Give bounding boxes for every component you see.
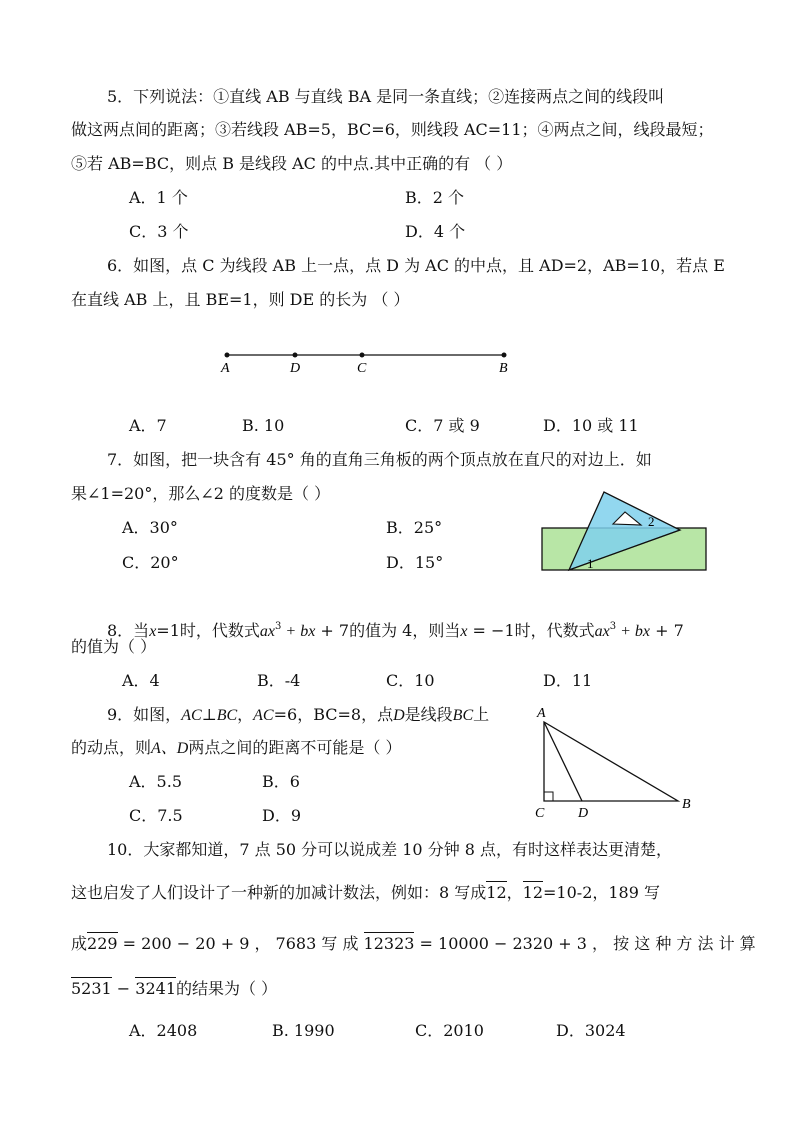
q9-triangle-figure [530, 704, 705, 822]
q9-text-5: 上 [473, 705, 490, 724]
q10-overline-12: 12 [486, 883, 507, 902]
q6-line1: 6．如图，点 C 为线段 AB 上一点，点 D 为 AC 的中点，且 AD=2，AB=10，若点 E [107, 256, 725, 275]
q6-option-a[interactable]: A．7 [129, 416, 167, 435]
q9-perp: ⊥ [201, 705, 217, 724]
q9-text-4: 是线段 [404, 705, 453, 724]
q9-option-a[interactable]: A．5.5 [129, 772, 183, 791]
q10-overline-3241: 3241 [135, 979, 177, 998]
q9-option-b[interactable]: B．6 [262, 772, 300, 791]
q5-option-d[interactable]: D．4 个 [405, 222, 466, 241]
label-a: A [221, 361, 230, 376]
q8-expr-7b: + 7 [650, 621, 684, 640]
q10-overline-5231: 5231 [71, 979, 112, 998]
q6-segment-figure [215, 345, 515, 375]
label-d: D [290, 361, 301, 376]
q9-text-1: 9．如图， [107, 705, 182, 724]
q9-ac-2: AC [253, 707, 274, 724]
q10-l2-b: ， [506, 883, 523, 902]
q9-d: D [393, 707, 405, 724]
point-b [502, 353, 507, 358]
q8-text-3: 的值为 4，则当 [349, 621, 461, 640]
q10-overline-12b: 12 [522, 883, 544, 902]
q8-text-2: 时，代数式 [179, 621, 260, 640]
q10-l3-c: = 10000 − 2320 + 3 ， 按 这 种 方 法 计 算 [414, 934, 756, 953]
label-d: D [578, 806, 589, 821]
q7-line1: 7．如图，把一块含有 45° 角的直角三角板的两个顶点放在直尺的对边上．如 [107, 450, 652, 469]
q10-line3 [71, 933, 756, 955]
q9-ac: AC [181, 707, 202, 724]
q10-line4 [71, 978, 277, 1000]
label-c: C [357, 361, 367, 376]
q8-option-d[interactable]: D．11 [543, 671, 593, 690]
q6-line2: 在直线 AB 上，且 BE=1，则 DE 的长为 （ ） [71, 290, 410, 309]
q10-l3-b: = 200 − 20 + 9 ， 7683 写 成 [117, 934, 364, 953]
q10-overline-12323: 12323 [363, 934, 415, 953]
q10-line1: 10．大家都知道，7 点 50 分可以说成差 10 分钟 8 点，有时这样表达更清楚， [107, 840, 673, 859]
q8-expr-7: + 7 [315, 621, 350, 640]
q10-l2-c: =10-2，189 写 [543, 883, 660, 902]
q8-text-4: 时，代数式 [514, 621, 595, 640]
q10-l4-b: 的结果为（ ） [176, 979, 278, 998]
q5-line3: ⑤若 AB=BC，则点 B 是线段 AC 的中点.其中正确的有 （ ） [71, 154, 513, 173]
q8-line2: 的值为（ ） [71, 637, 157, 656]
label-b: B [682, 797, 691, 812]
q6-option-b[interactable]: B. 10 [242, 416, 285, 435]
q7-option-b[interactable]: B．25° [386, 518, 443, 537]
q10-option-b[interactable]: B. 1990 [272, 1021, 335, 1040]
q9-bc: BC [216, 707, 238, 724]
q8-var-x-2: x [460, 623, 468, 640]
q9-l2-a: 的动点，则 [71, 738, 152, 757]
q5-option-c[interactable]: C．3 个 [129, 222, 189, 241]
label-a: A [537, 706, 546, 721]
q8-option-b[interactable]: B．-4 [257, 671, 301, 690]
q8-eq-1: =1 [156, 621, 180, 640]
angle-2-label: 2 [648, 514, 655, 529]
q9-option-c[interactable]: C．7.5 [129, 806, 183, 825]
q8-option-c[interactable]: C．10 [386, 671, 435, 690]
point-c [360, 353, 365, 358]
q10-option-d[interactable]: D．3024 [556, 1021, 626, 1040]
point-d [293, 353, 298, 358]
q8-expr-ax-2: ax [594, 623, 610, 640]
triangle-acb [544, 722, 678, 801]
q10-option-a[interactable]: A．2408 [129, 1021, 198, 1040]
q5-option-b[interactable]: B．2 个 [405, 188, 465, 207]
q8-var-x: x [149, 623, 157, 640]
q9-option-d[interactable]: D．9 [262, 806, 302, 825]
right-angle-mark [544, 792, 553, 801]
q8-exp-3: 3 [275, 621, 282, 632]
q8-expr-bx-2: + bx [616, 623, 651, 640]
q5-line1: 5．下列说法：①直线 AB 与直线 BA 是同一条直线；②连接两点之间的线段叫 [107, 87, 665, 106]
q10-l2-a: 这也启发了人们设计了一种新的加减计数法，例如：8 写成 [71, 883, 487, 902]
q9-text-3: =6，BC=8，点 [273, 705, 394, 724]
q10-minus: − [111, 979, 136, 998]
q10-overline-229: 229 [87, 934, 118, 953]
label-b: B [499, 361, 508, 376]
q9-l2-b: 两点之间的距离不可能是（ ） [188, 738, 402, 757]
q5-option-a[interactable]: A．1 个 [129, 188, 188, 207]
q8-eq-2: = −1 [467, 621, 515, 640]
angle-1-label: 1 [587, 556, 594, 571]
q9-bc-2: BC [452, 707, 474, 724]
q7-option-a[interactable]: A．30° [122, 518, 178, 537]
q8-text-1: 8．当 [107, 621, 150, 640]
q9-line1 [107, 704, 489, 727]
q8-line1 [107, 620, 684, 643]
q5-line2: 做这两点间的距离；③若线段 AB=5，BC=6，则线段 AC=11；④两点之间，线段最短； [71, 120, 714, 139]
q6-option-c[interactable]: C．7 或 9 [405, 416, 480, 435]
q7-option-d[interactable]: D．15° [386, 553, 444, 572]
q7-line2: 果∠1=20°，那么∠2 的度数是（ ） [71, 484, 331, 503]
q8-expr-ax: ax [259, 623, 276, 640]
q9-line2 [71, 737, 401, 760]
q8-exp-3b: 3 [609, 621, 617, 632]
q7-option-c[interactable]: C．20° [122, 553, 179, 572]
q10-option-c[interactable]: C．2010 [415, 1021, 484, 1040]
q10-line2 [71, 882, 660, 904]
q9-text-2: ， [237, 705, 254, 724]
q9-ad: A、D [151, 740, 189, 757]
q10-l3-a: 成 [71, 934, 88, 953]
q8-option-a[interactable]: A．4 [122, 671, 160, 690]
q6-option-d[interactable]: D．10 或 11 [543, 416, 639, 435]
q8-expr-bx: + bx [281, 623, 316, 640]
q7-ruler-triangle-figure [540, 488, 710, 572]
label-c: C [535, 806, 545, 821]
point-a [225, 353, 230, 358]
